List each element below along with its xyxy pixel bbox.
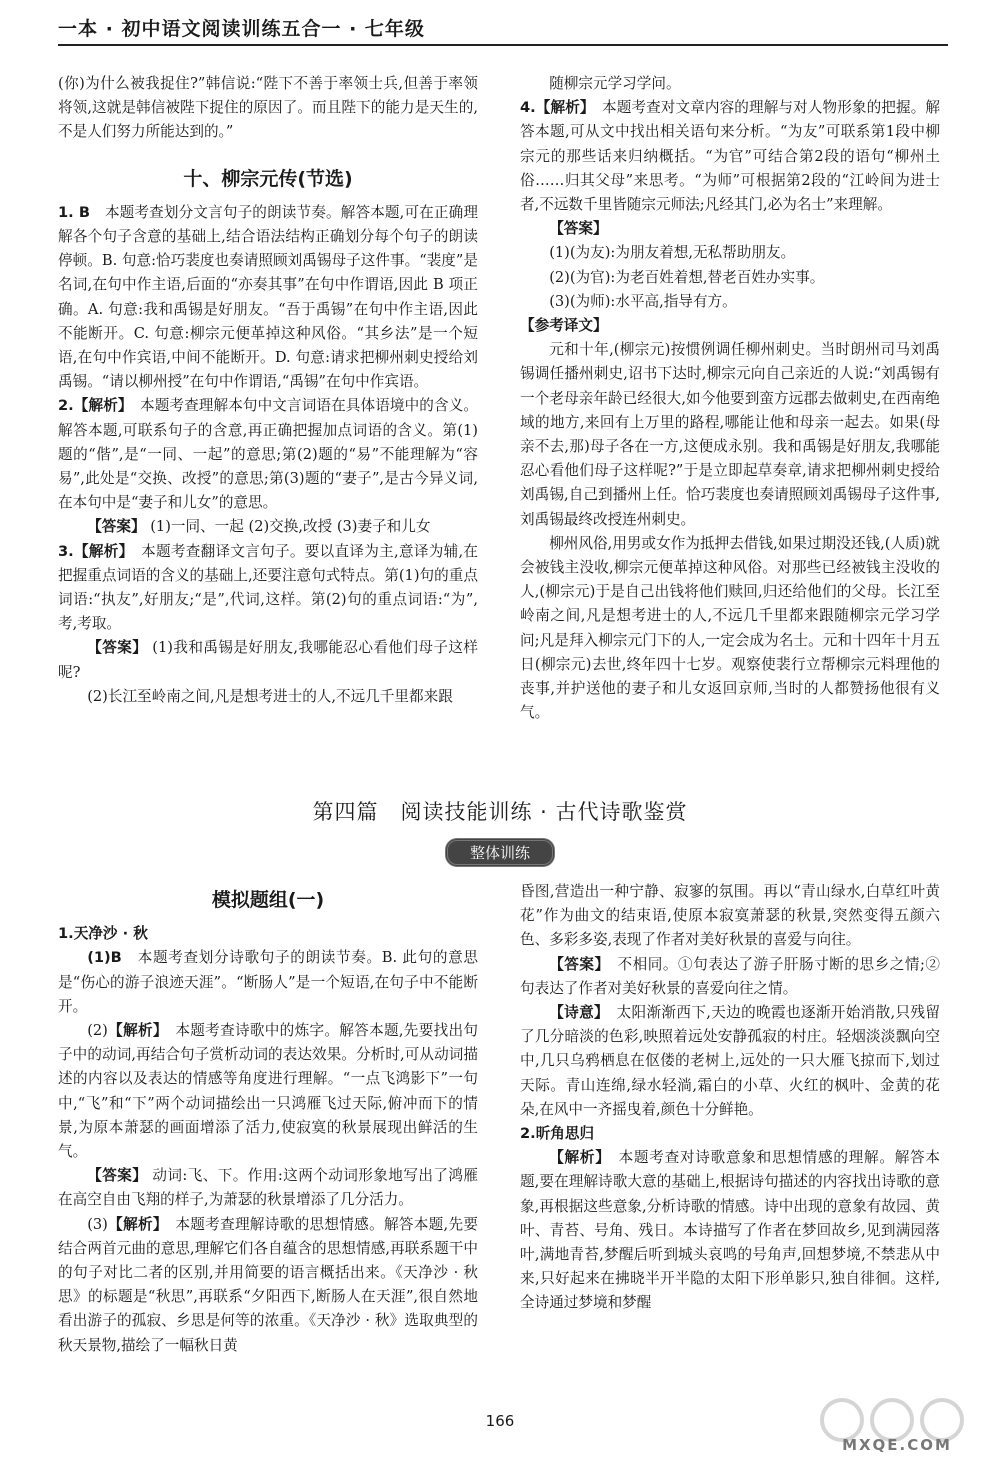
running-header: 一本 · 初中语文阅读训练五合一 · 七年级 [58, 18, 425, 40]
answer-item [58, 1019, 478, 1164]
item-number: 1. [58, 925, 74, 943]
answer-line: (2)(为官):为老百姓着想,替老百姓办实事。 [549, 268, 825, 286]
answer-line: (1)(为友):为朋友着想,无私帮助朋友。 [549, 244, 796, 262]
paragraph: 昏图,营造出一种宁静、寂寥的氛围。再以“青山绿水,白草红叶黄花”作为曲文的结束语,使原本寂寞萧瑟的秋景,突然变得五颜六色、多彩多姿,表现了作者对美好秋景的喜爱与向往。 [520, 883, 940, 949]
item-text: 本题考查理解诗歌的思想情感。解答本题,先要结合两首元曲的意思,理解它们各自蕴含的思想情感,再联系题干中的句子对比二者的区别,并用简要的语言概括出来。《天净沙 · 秋思》的标题是“秋思”,再联系“夕阳西下,断肠人在天涯”,很自然地看出游子的孤寂、乡思是何等的浓重。《天净沙 · 秋》选取典型的秋天景物,描绘了一幅秋日黄 [58, 1215, 478, 1354]
left-column-top [58, 72, 478, 709]
item-number: 1. B [58, 203, 91, 221]
answer-item [58, 946, 478, 1019]
analysis-tag: 【解析】 [107, 1215, 161, 1233]
answer-line: (3)(为师):水平高,指导有方。 [549, 292, 737, 310]
watermark-text: MXQE.COM [842, 1436, 952, 1454]
analysis-tag: 【解析】 [73, 542, 127, 560]
answer-tag: 【答案】 [549, 955, 603, 973]
analysis-tag: 【解析】 [73, 397, 126, 415]
paragraph: 随柳宗元学习学问。 [549, 75, 681, 92]
answer-tag: 【答案】 [87, 639, 148, 657]
answer-item [58, 201, 478, 395]
answer-tag: 【答案】 [549, 220, 608, 238]
answer-item [520, 96, 940, 217]
answer-item [58, 540, 478, 637]
reference-tag-line [520, 314, 940, 338]
answer-item [58, 1213, 478, 1358]
right-column-top [520, 72, 940, 725]
answer-text: 不相同。①句表达了游子肝肠寸断的思乡之情;②句表达了作者对美好秋景的喜爱向往之情。 [520, 955, 940, 997]
item-number: 2. [58, 397, 74, 415]
item-number: (2) [87, 1022, 108, 1040]
answer-tag: 【答案】 [87, 518, 146, 536]
item-text: 本题考查翻译文言句子。要以直译为主,意译为辅,在把握重点词语的含义的基础上,还要注意句式特点。第(1)句的重点词语:“执友”,好朋友;“是”,代词,这样。第(2)句的重点词语:“为”,考,考取。 [58, 542, 479, 633]
poem-meaning-text: 太阳渐渐西下,天边的晚霞也逐渐开始消散,只残留了几分暗淡的色彩,映照着远处安静孤寂的村庄。轻烟淡淡飘向空中,几只乌鸦栖息在伛偻的老树上,远处的一只大雁飞掠而下,划过天际。青山连绵,绿水轻淌,霜白的小草、火红的枫叶、金黄的花朵,在风中一齐摇曳着,颜色十分鲜艳。 [520, 1004, 940, 1118]
analysis-tag: 【解析】 [549, 1149, 604, 1167]
item-text: 本题考查诗歌中的炼字。解答本题,先要找出句子中的动词,再结合句子赏析动词的表达效果。分析时,可从动词描述的内容以及表达的情感等角度进行理解。“一点飞鸿影下”一句中,“飞”和“下”两个动词描绘出一只鸿雁飞过天际,俯冲而下的情景,为原本萧瑟的画面增添了活力,使寂寞的秋景展现出鲜活的生气。 [58, 1022, 478, 1161]
answer-line [58, 1164, 478, 1212]
answer-item [58, 394, 478, 515]
answer-text: 动词:飞、下。作用:这两个动词形象地写出了鸿雁在高空自由飞翔的样子,为萧瑟的秋景增添了几分活力。 [58, 1167, 478, 1209]
item-number: (3) [87, 1215, 108, 1233]
poem-heading [520, 1122, 940, 1146]
answer-line [58, 636, 478, 684]
answer-item [520, 1146, 940, 1315]
answer-text: (1)一同、一起 (2)交换,改授 (3)妻子和儿女 [150, 518, 431, 536]
item-number: (1)B [87, 949, 122, 967]
item-number: 2. [520, 1125, 536, 1143]
analysis-tag: 【解析】 [535, 99, 588, 117]
item-text: 本题考查划分文言句子的朗读节奏。解答本题,可在正确理解各个句子含意的基础上,结合语法结构正确划分每个句子的朗读停顿。B. 句意:恰巧裴度也奏请照顾刘禹锡母子这件事。“裴度”是名词,在句中作主语,后面的“亦奏其事”在句中作谓语,因此 B 项正确。A. 句意:我和禹锡是好朋友。“吾于禹锡”在句中作主语,因此不能断开。C. 句意:柳宗元便革掉这种风俗。“其乡法”是一个短语,在句中作宾语,中间不能断开。D. 句意:请求把柳州刺史授给刘禹锡。“请以柳州授”在句中作谓语,“禹锡”在句中作宾语。 [58, 203, 478, 391]
right-column-bottom [520, 880, 940, 1316]
poem-title: 昕角思归 [535, 1125, 595, 1143]
badge-wrap [0, 838, 1000, 867]
item-text: 本题考查理解本句中文言词语在具体语境中的含义。解答本题,可联系句子的含意,再正确把握加点词语的含义。第(1)题的“偕”,是“一同、一起”的意思;第(2)题的“易”不能理解为“容易”,此处是“交换、改授”的意思;第(3)题的“妻子”,是古今异义词,在本句中是“妻子和儿女”的意思。 [58, 397, 478, 512]
analysis-tag: 【解析】 [107, 1022, 161, 1040]
poem-heading [58, 922, 478, 946]
poem-title: 天净沙 · 秋 [73, 925, 148, 943]
page-number: 166 [485, 1412, 515, 1430]
item-number: 4. [520, 99, 536, 117]
answer-text: (1)我和禹锡是好朋友,我哪能忍心看他们母子这样呢? [58, 639, 478, 681]
item-number: 3. [58, 542, 74, 560]
poem-meaning [520, 1001, 940, 1122]
answer-line [58, 515, 478, 539]
poem-meaning-tag: 【诗意】 [549, 1004, 602, 1022]
item-text: 本题考查划分诗歌句子的朗读节奏。B. 此句的意思是“伤心的游子浪迹天涯”。“断肠人”是一个短语,在句子中不能断开。 [58, 949, 478, 1015]
answer-line [520, 953, 940, 1001]
group-title: 模拟题组(一) [211, 889, 325, 911]
left-column-bottom [58, 880, 478, 1358]
header-rule [58, 44, 948, 46]
paragraph: (你)为什么被我捉住?”韩信说:“陛下不善于率领士兵,但善于率领将领,这就是韩信被陛下捉住的原因了。而且陛下的能力是天生的,不是人们努力所能达到的。” [58, 75, 478, 141]
part-title: 第四篇 阅读技能训练 · 古代诗歌鉴赏 [312, 800, 688, 824]
section-title: 十、柳宗元传(节选) [183, 167, 353, 190]
translation-paragraph: 元和十年,(柳宗元)按惯例调任柳州刺史。当时朗州司马刘禹锡调任播州刺史,诏书下达时,柳宗元向自己亲近的人说:“刘禹锡有一个老母亲年龄已经很大,如今他要到蛮方远郡去做刺史,在西南绝域的地方,来回有上万里的路程,哪能让他和母亲一起去。如果(母亲不去,那)母子各在一方,这便成永别。我和禹锡是好朋友,我哪能忍心看他们母子这样呢?”于是立即起草奏章,请求把柳州刺史授给刘禹锡,自己到播州上任。恰巧裴度也奏请照顾刘禹锡母子这件事,刘禹锡最终改授连州刺史。 [520, 341, 940, 528]
answer-line [520, 217, 940, 241]
item-text: 本题考查对诗歌意象和思想情感的理解。解答本题,要在理解诗歌大意的基础上,根据诗句描述的内容找出诗歌的意象,再根据这些意象,分析诗歌的情感。诗中出现的意象有故园、黄叶、青苔、号角、残日。本诗描写了作者在梦回故乡,见到满园落叶,满地青苔,梦醒后听到城头哀鸣的号角声,回想梦境,不禁悲从中来,只好起来在拂晓半开半隐的太阳下形单影只,独自徘徊。这样,全诗通过梦境和梦醒 [520, 1149, 940, 1312]
answer-line: (2)长江至岭南之间,凡是想考进士的人,不远几千里都来跟 [87, 687, 453, 705]
translation-paragraph: 柳州风俗,用男或女作为抵押去借钱,如果过期没还钱,(人质)就会被钱主没收,柳宗元便革掉这种风俗。对那些已经被钱主没收的人,(柳宗元)于是自己出钱将他们赎回,归还给他们的父母。长江至岭南之间,凡是想考进士的人,不远几千里都来跟随柳宗元学习学问;凡是拜入柳宗元门下的人,一定会成为名士。元和十四年十月五日(柳宗元)去世,终年四十七岁。观察使裴行立帮柳宗元料理他的丧事,并护送他的妻子和儿女返回京师,当时的人都赞扬他很有义气。 [520, 534, 940, 722]
item-text: 本题考查对文章内容的理解与对人物形象的把握。解答本题,可从文中找出相关语句来分析。“为友”可联系第1段中柳宗元的那些话来归纳概括。“为官”可结合第2段的语句“柳州土俗……归其父母”来思考。“为师”可根据第2段的“江岭间为进士者,不远数千里皆随宗元师法;凡经其门,必为名士”来理解。 [520, 99, 940, 214]
section-badge: 整体训练 [445, 838, 555, 867]
reference-tag: 【参考译文】 [520, 317, 608, 335]
answer-tag: 【答案】 [87, 1167, 148, 1185]
